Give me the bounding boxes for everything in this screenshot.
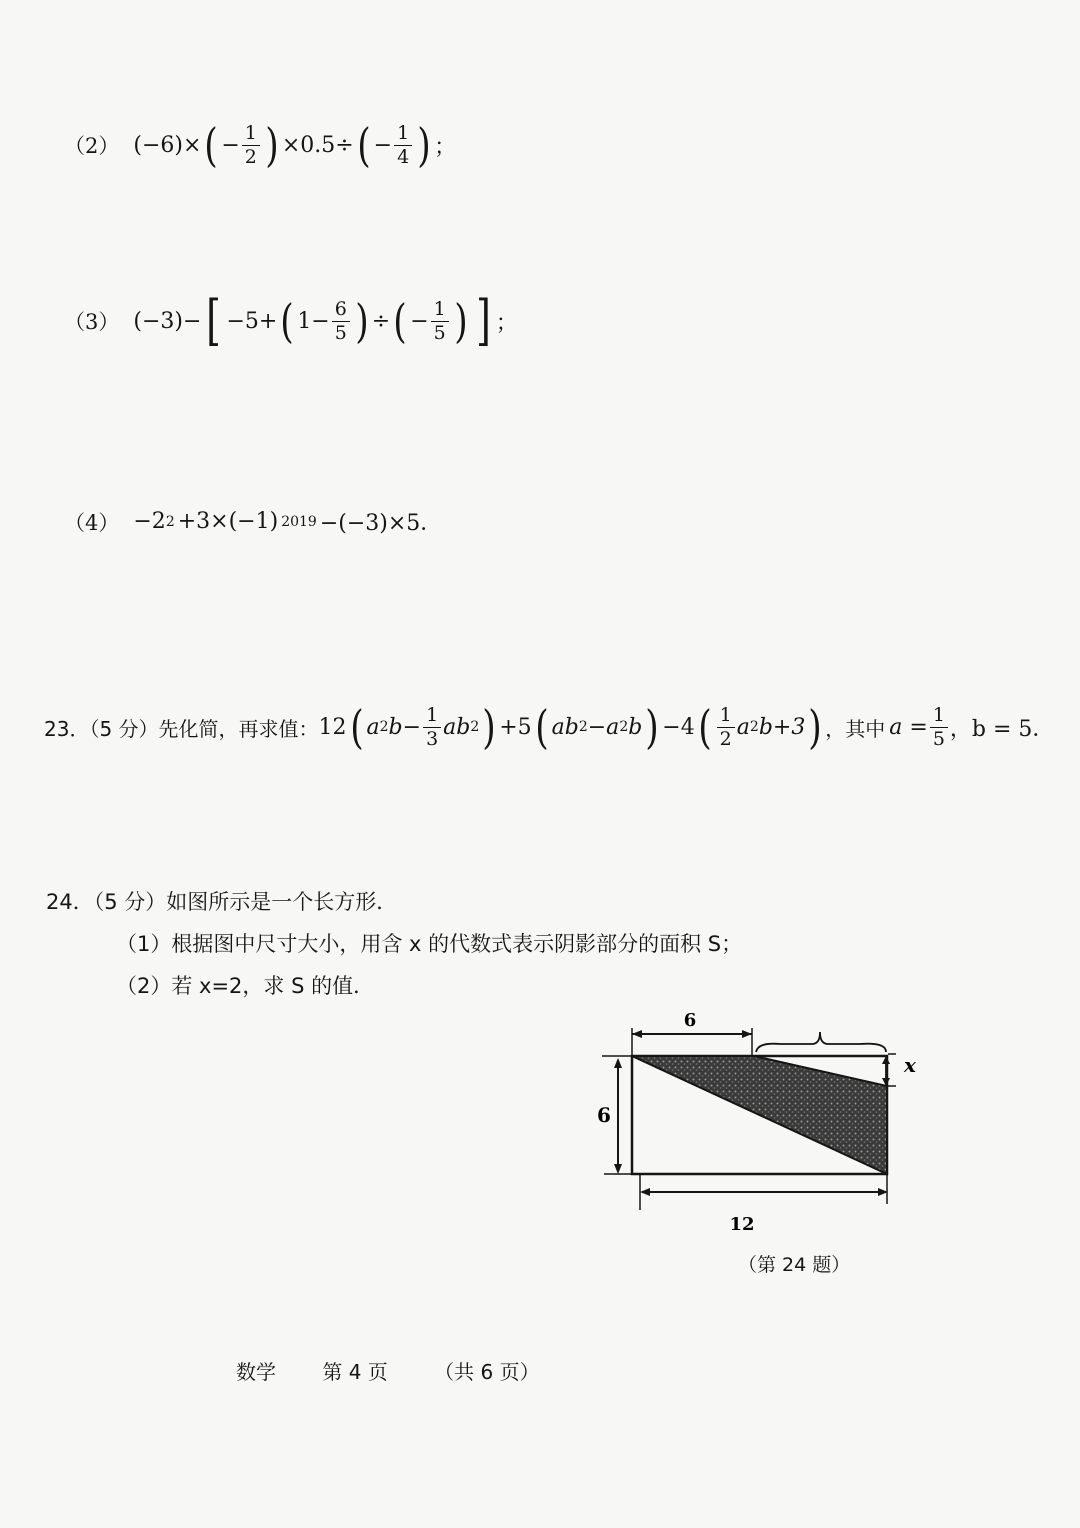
footer-total: （共 6 页） xyxy=(434,1360,540,1384)
arrowhead xyxy=(742,1030,752,1038)
figure-caption: （第 24 题） xyxy=(738,1254,851,1276)
top-label: 6 xyxy=(683,1010,697,1031)
footer-page: 第 4 页 xyxy=(322,1360,388,1384)
footer-subject: 数学 xyxy=(236,1360,276,1384)
minus-sign: − xyxy=(373,132,393,158)
expr-part: ×0.5÷ xyxy=(281,132,354,158)
brace xyxy=(756,1032,886,1052)
shaded-region xyxy=(632,1056,887,1174)
page-footer xyxy=(236,1356,580,1385)
problem-4: （4） −2 2 +3×(−1) 2019 −(−3)×5． xyxy=(64,506,445,537)
question-24-title: 24．（5 分）如图所示是一个长方形． xyxy=(46,890,398,914)
problem-number: （2） xyxy=(64,134,120,158)
fraction: $\frac{1}{5}$ xyxy=(431,300,449,343)
expr-part: (−3)− xyxy=(133,308,202,334)
rectangle-figure xyxy=(590,1000,930,1240)
fraction: $\frac{1}{4}$ xyxy=(394,124,412,167)
fraction: $\frac{1}{3}$ xyxy=(423,706,441,749)
arrowhead xyxy=(614,1164,622,1174)
minus-sign: − xyxy=(410,308,429,334)
fraction: $\frac{6}{5}$ xyxy=(332,300,350,343)
expr-part: 1− xyxy=(297,308,330,334)
question-24-sub2: （2）若 x=2，求 S 的值． xyxy=(116,974,375,998)
left-label: 6 xyxy=(597,1103,611,1127)
question-label: 23．（5 分）先化简，再求值： xyxy=(44,716,319,741)
arrowhead xyxy=(640,1188,650,1196)
bottom-label: 12 xyxy=(729,1214,755,1235)
fraction: $\frac{1}{2}$ xyxy=(242,124,260,167)
arrowhead xyxy=(614,1058,622,1068)
expr-part: −5+ xyxy=(226,308,278,334)
arrowhead xyxy=(632,1030,642,1038)
problem-number: （3） xyxy=(64,310,120,334)
right-label: x xyxy=(904,1053,916,1077)
problem-number: （4） xyxy=(64,510,120,535)
question-24-sub1: （1）根据图中尺寸大小，用含 x 的代数式表示阴影部分的面积 S； xyxy=(116,932,743,956)
problem-3: （3） (−3)− [ −5+ ( 1− $\frac{6}{5}$ ) ÷ ( − $\frac{1}{5}$ ) ] ； xyxy=(64,289,518,352)
problem-2: （2） (−6)× ( − $\frac{1}{2}$ ) ×0.5÷ ( − $\frac{1}{4}$ ) ； xyxy=(64,118,457,172)
fraction: $\frac{1}{2}$ xyxy=(717,706,735,749)
minus-sign: − xyxy=(221,132,240,158)
question-23: 23．（5 分）先化简，再求值： 12 ( a 2 b− $\frac{1}{3}$ ab 2 ) +5 ( ab 2 −a 2 b ) −4 ( $\frac{1}{2}$ a 2 b+3 ) ，其中 a = $\frac{1}{5}$ ，b = 5． xyxy=(44,700,1055,754)
fraction: $\frac{1}{5}$ xyxy=(930,706,948,749)
expr-part: (−6)× xyxy=(133,132,202,158)
